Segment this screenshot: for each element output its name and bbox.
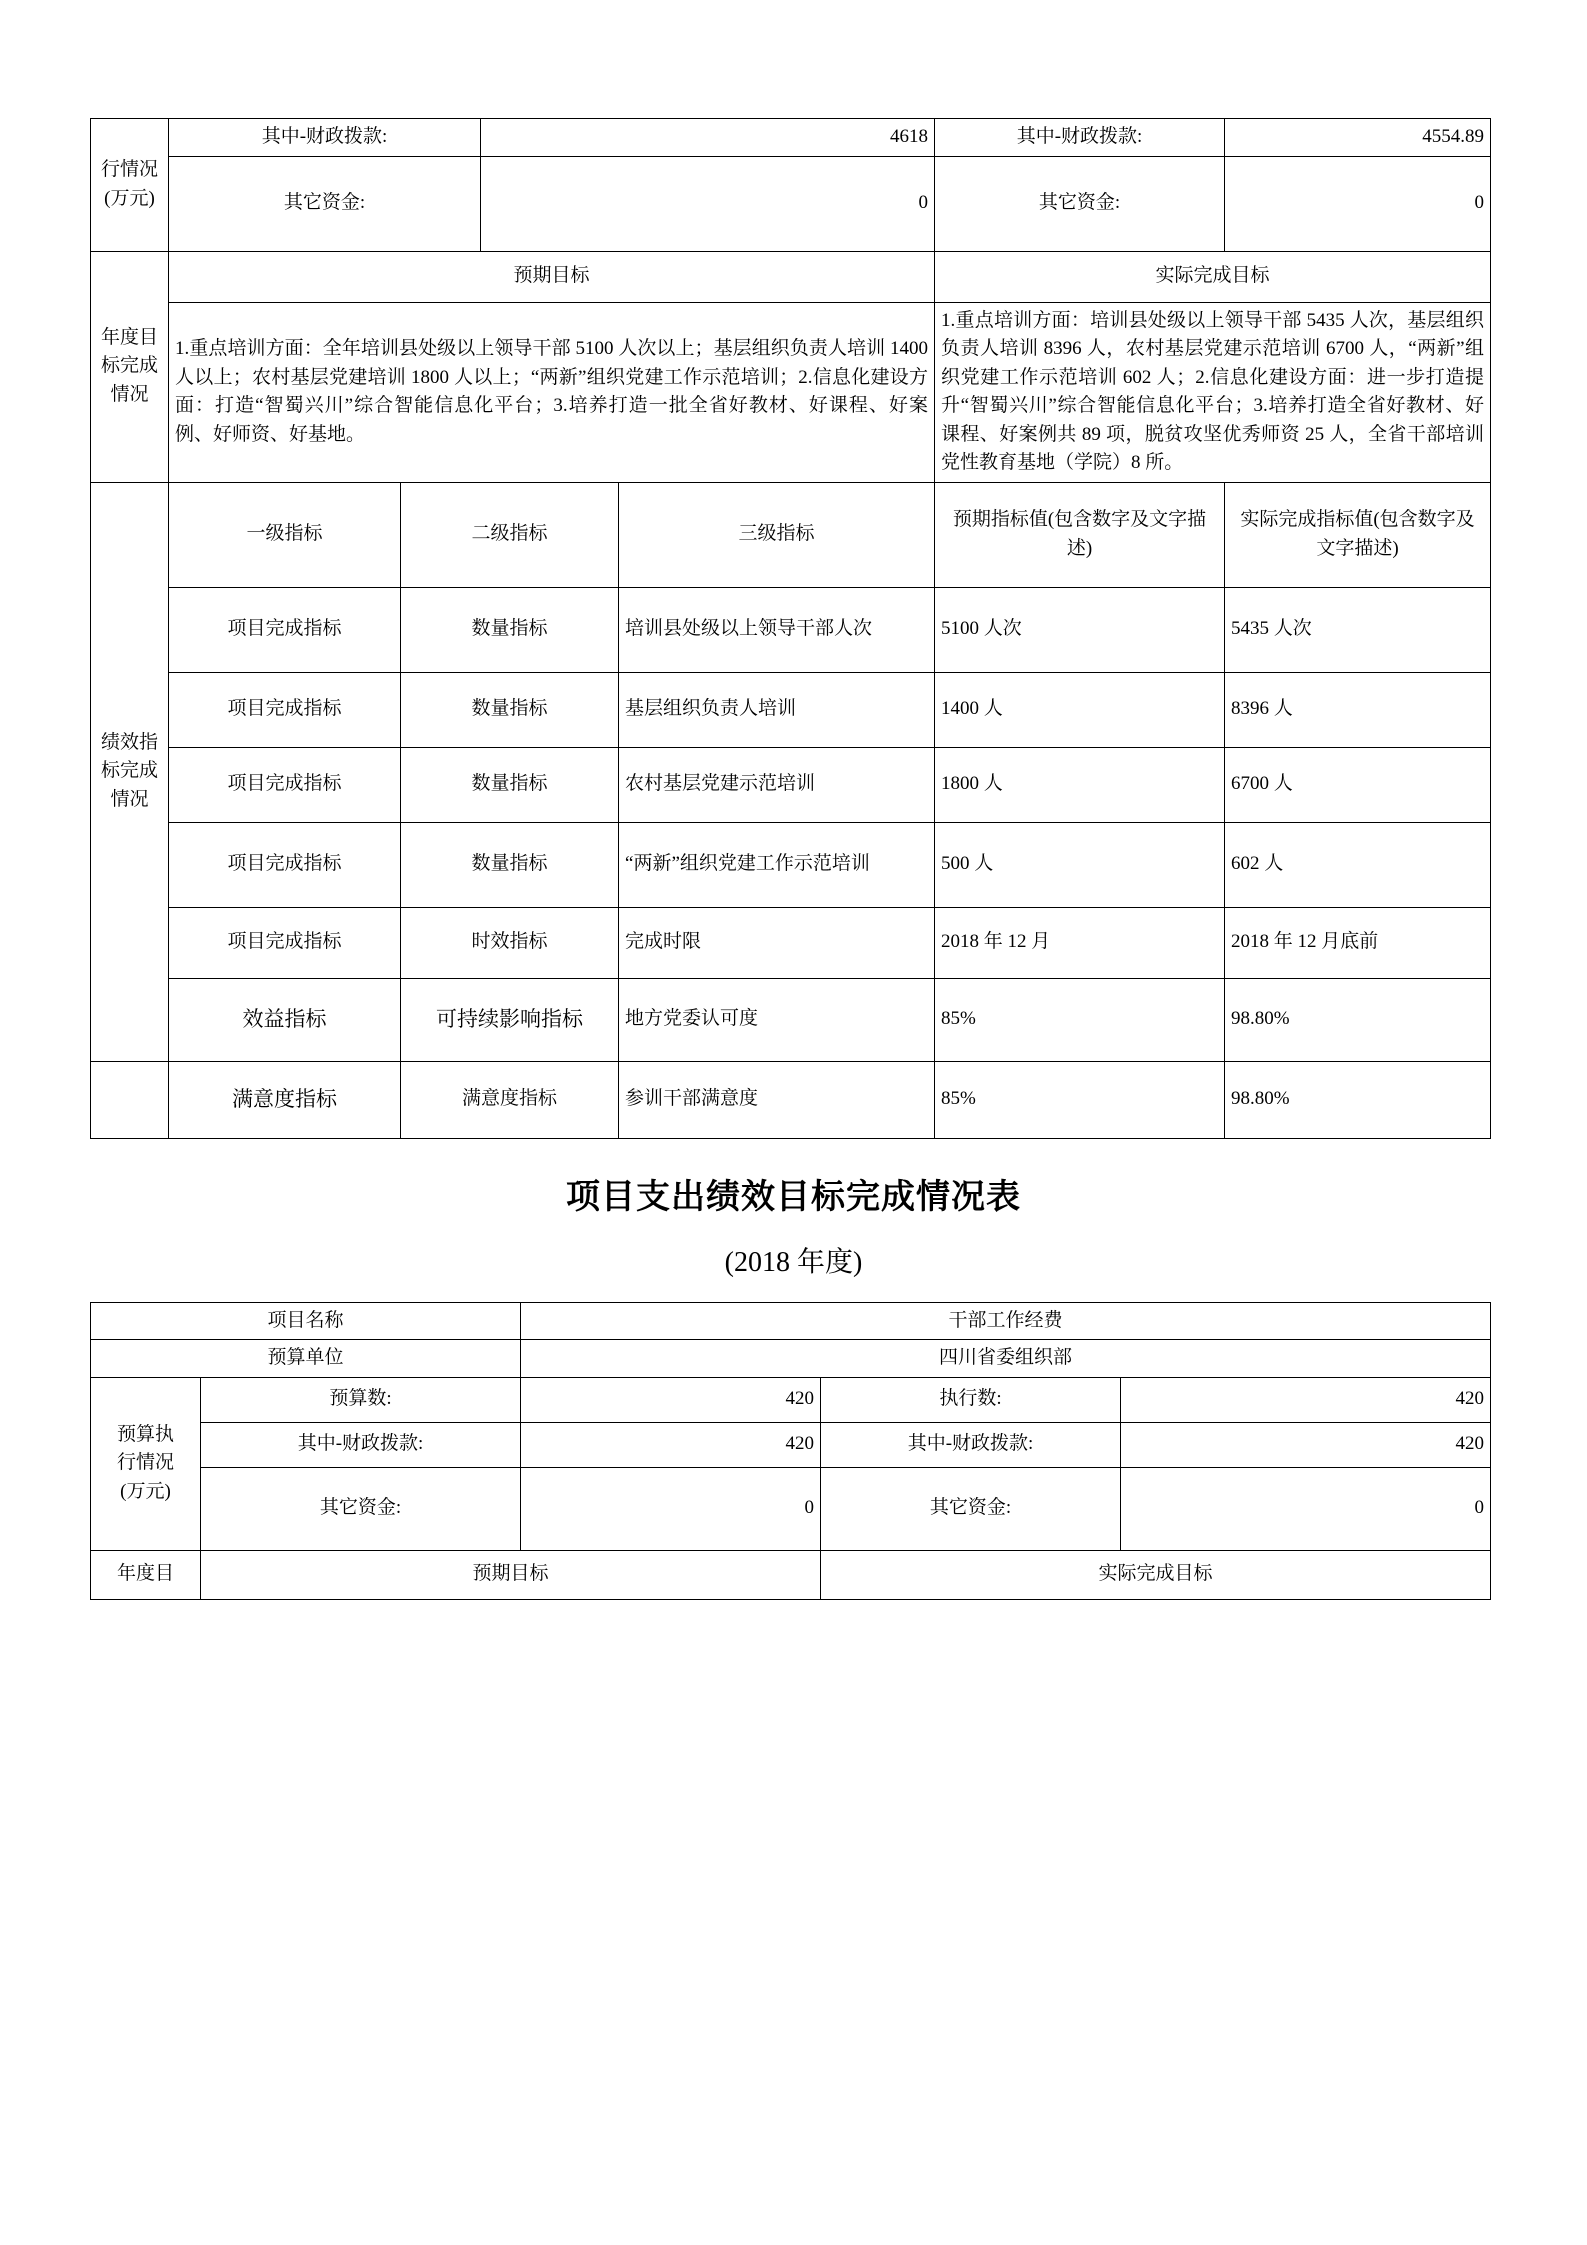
budget-unit-value: 四川省委组织部 [521,1340,1491,1378]
kpi-level1: 项目完成指标 [169,907,401,978]
expected-goal-text: 1.重点培训方面：全年培训县处级以上领导干部 5100 人次以上；基层组织负责人培训 1400 人以上；农村基层党建培训 1800 人以上；“两新”组织党建工作示范培训；2.信息化建设方面：打造“智蜀兴川”综合智能信息化平台；3.培养打造一批全省好教材、好课程、好案例、好师资、好基地。 [169,302,935,482]
table-row-financial-appropriation-2 [91,1422,1491,1467]
table-row-kpi [91,587,1491,672]
left-value-appropriation: 4618 [481,119,935,157]
kpi-level1: 项目完成指标 [169,587,401,672]
right-label-other-funds: 其它资金: [935,156,1225,251]
left-label-appropriation: 其中-财政拨款: [169,119,481,157]
kpi-level2: 数量指标 [401,672,619,747]
right-label-other-funds-2: 其它资金: [821,1467,1121,1550]
table-row-project-name [91,1302,1491,1340]
kpi-expected: 1400 人 [935,672,1225,747]
page-subtitle-year: (2018 年度) [724,1246,863,1278]
table-row-budget-number [91,1377,1491,1422]
table-row-other-funds [91,156,1491,251]
kpi-expected: 1800 人 [935,747,1225,822]
right-value-other-funds-2: 0 [1121,1467,1491,1550]
project-name-label: 项目名称 [91,1302,521,1340]
budget-exec-label2-line2: 行情况 [116,1452,174,1474]
budget-exec-label2-line1: 预算执 [116,1423,174,1445]
left-label-budget-number: 预算数: [201,1377,521,1422]
budget-exec-label-line2: (万元) [104,187,155,209]
kpi-header-expected: 预期指标值(包含数字及文字描述) [935,482,1225,587]
right-value-appropriation: 4554.89 [1225,119,1491,157]
table-row-budget-unit [91,1340,1491,1378]
kpi-level1: 满意度指标 [169,1061,401,1138]
kpi-level3: 完成时限 [619,907,935,978]
kpi-actual: 2018 年 12 月底前 [1225,907,1491,978]
left-value-other-funds: 0 [481,156,935,251]
right-value-other-funds: 0 [1225,156,1491,251]
kpi-level2: 数量指标 [401,587,619,672]
kpi-header-actual: 实际完成指标值(包含数字及文字描述) [1225,482,1491,587]
kpi-actual: 6700 人 [1225,747,1491,822]
project-name-value: 干部工作经费 [521,1302,1491,1340]
kpi-header-level2: 二级指标 [401,482,619,587]
budget-exec-label [91,119,169,252]
kpi-level3: 培训县处级以上领导干部人次 [619,587,935,672]
table-row-financial-appropriation [91,119,1491,157]
kpi-actual: 5435 人次 [1225,587,1491,672]
left-label-other-funds-2: 其它资金: [201,1467,521,1550]
right-label-exec-number: 执行数: [821,1377,1121,1422]
kpi-level2: 时效指标 [401,907,619,978]
left-value-appropriation-2: 420 [521,1422,821,1467]
annual-goal-row-label-text: 年度目标完成情况 [100,326,158,405]
kpi-row-label [91,482,169,1061]
performance-table-part1 [90,118,1491,1139]
kpi-expected: 2018 年 12 月 [935,907,1225,978]
left-label-other-funds: 其它资金: [169,156,481,251]
table-row-kpi [91,822,1491,907]
kpi-level2: 数量指标 [401,747,619,822]
budget-unit-label: 预算单位 [91,1340,521,1378]
kpi-expected: 85% [935,1061,1225,1138]
table-row-kpi [91,1061,1491,1138]
annual-goal-row-label [91,251,169,482]
left-value-other-funds-2: 0 [521,1467,821,1550]
table-row-kpi [91,907,1491,978]
top-spacer [90,0,1497,118]
kpi-actual: 98.80% [1225,978,1491,1061]
kpi-level2: 满意度指标 [401,1061,619,1138]
kpi-expected: 5100 人次 [935,587,1225,672]
budget-exec-label-line1: 行情况 [100,159,158,181]
page-title: 项目支出绩效目标完成情况表 [566,1177,1021,1216]
annual-goal-label-2: 年度目 [91,1550,201,1599]
table-row-kpi [91,978,1491,1061]
performance-table-part2 [90,1302,1491,1600]
table-row-kpi [91,747,1491,822]
kpi-actual: 602 人 [1225,822,1491,907]
budget-exec-label-2 [91,1377,201,1550]
kpi-actual: 98.80% [1225,1061,1491,1138]
kpi-level3: 参训干部满意度 [619,1061,935,1138]
kpi-level1: 项目完成指标 [169,747,401,822]
actual-goal-text: 1.重点培训方面：培训县处级以上领导干部 5435 人次，基层组织负责人培训 8396 人，农村基层党建示范培训 6700 人，“两新”组织党建工作示范培训 602 人；2.信息化建设方面：进一步打造提升“智蜀兴川”综合智能信息化平台；3.培养打造全省好教材、好课程、好案例共 89 项，脱贫攻坚优秀师资 25 人，全省干部培训党性教育基地（学院）8 所。 [935,302,1491,482]
kpi-level2: 可持续影响指标 [401,978,619,1061]
right-label-appropriation: 其中-财政拨款: [935,119,1225,157]
kpi-level1: 项目完成指标 [169,672,401,747]
right-value-appropriation-2: 420 [1121,1422,1491,1467]
kpi-row-label-text: 绩效指标完成情况 [100,731,158,810]
kpi-header-level3: 三级指标 [619,482,935,587]
kpi-expected: 85% [935,978,1225,1061]
kpi-row-label-empty [91,1061,169,1138]
table-row-goal-headers-2 [91,1550,1491,1599]
expected-goal-header-2: 预期目标 [201,1550,821,1599]
kpi-actual: 8396 人 [1225,672,1491,747]
kpi-level1: 效益指标 [169,978,401,1061]
kpi-header-level1: 一级指标 [169,482,401,587]
left-value-budget-number: 420 [521,1377,821,1422]
actual-goal-header-2: 实际完成目标 [821,1550,1491,1599]
kpi-expected: 500 人 [935,822,1225,907]
budget-exec-label2-line3: (万元) [120,1480,171,1502]
kpi-level3: 农村基层党建示范培训 [619,747,935,822]
right-label-appropriation-2: 其中-财政拨款: [821,1422,1121,1467]
kpi-level3: “两新”组织党建工作示范培训 [619,822,935,907]
table-row-goal-headers [91,251,1491,302]
right-value-exec-number: 420 [1121,1377,1491,1422]
left-label-appropriation-2: 其中-财政拨款: [201,1422,521,1467]
kpi-level2: 数量指标 [401,822,619,907]
table-row-goal-texts [91,302,1491,482]
expected-goal-header: 预期目标 [169,251,935,302]
table-row-kpi-headers [91,482,1491,587]
table-row-kpi [91,672,1491,747]
kpi-level1: 项目完成指标 [169,822,401,907]
kpi-level3: 地方党委认可度 [619,978,935,1061]
kpi-level3: 基层组织负责人培训 [619,672,935,747]
table-row-other-funds-2 [91,1467,1491,1550]
actual-goal-header: 实际完成目标 [935,251,1491,302]
